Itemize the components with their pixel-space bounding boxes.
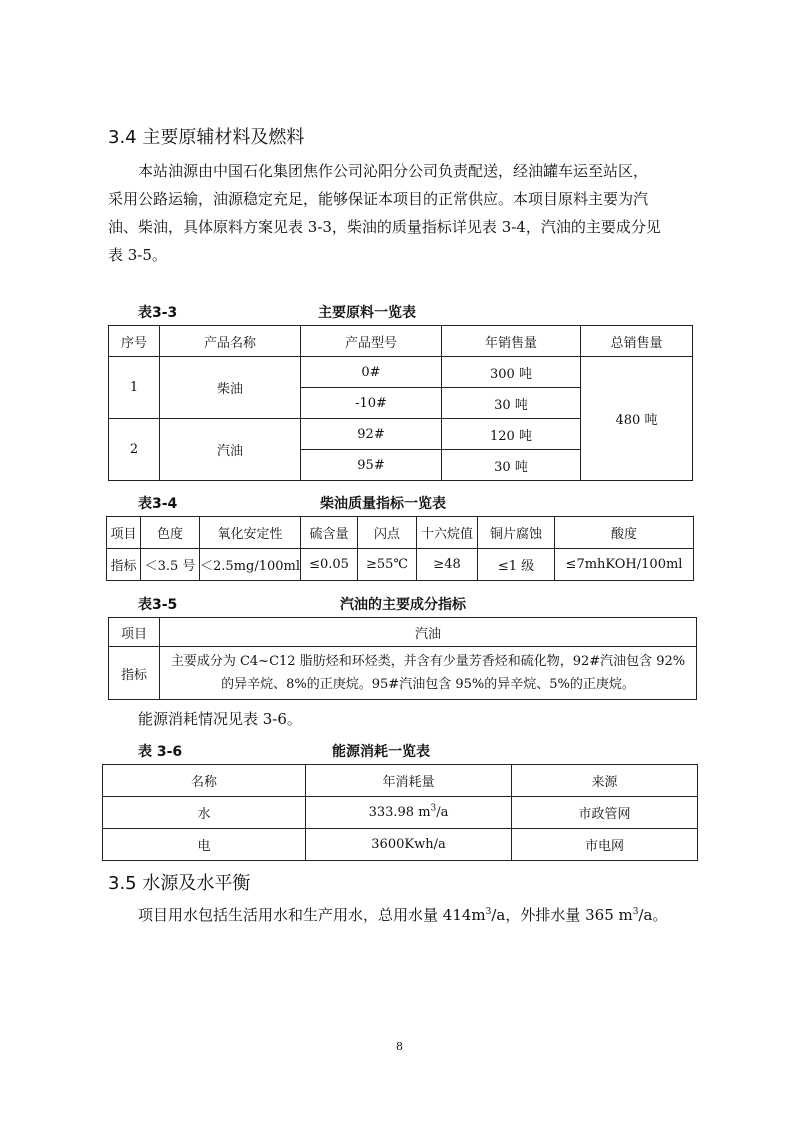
cell-product-type: 92# [301,419,442,450]
table-row [109,357,693,388]
header-cell: 汽油 [160,618,697,647]
table-row [107,549,694,581]
table-row [109,647,697,700]
header-cell: 产品名称 [160,326,301,357]
header-cell: 酸度 [555,517,694,549]
table-header-row [109,326,693,357]
header-cell: 来源 [512,765,698,797]
composition-line: 主要成分为 C4~C12 脂肪烃和环烃类，并含有少量芳香烃和硫化物，92#汽油包含 92% [170,654,686,669]
amount-unit: /a [436,805,449,820]
paragraph-line: 油、柴油，具体原料方案见表 3-3，柴油的质量指标详见表 3-4，汽油的主要成分见 [108,218,661,236]
table-row [103,829,698,861]
table-3-3 [108,325,693,481]
text-segment: /a，外排水量 365 m [491,906,633,924]
header-cell: 色度 [141,517,200,549]
paragraph-line: 表 3-5。 [108,246,167,264]
header-cell: 铜片腐蚀 [478,517,555,549]
header-cell: 硫含量 [301,517,358,549]
cell-value: 指标 [107,549,141,581]
header-cell: 项目 [109,618,160,647]
table-3-5-label: 表3-5 [138,597,178,613]
table-3-4 [106,516,694,581]
cell-product-type: 95# [301,450,442,481]
header-cell: 年消耗量 [306,765,512,797]
cell-annual-sales: 30 吨 [442,450,581,481]
header-cell: 名称 [103,765,306,797]
header-cell: 闪点 [358,517,417,549]
cell-no: 1 [109,357,160,419]
paragraph-water-use [138,904,667,925]
section-heading-3-5: 3.5 水源及水平衡 [108,873,251,894]
header-cell: 十六烷值 [417,517,478,549]
text-segment: 项目用水包括生活用水和生产用水，总用水量 414m [138,906,486,924]
table-3-6-label: 表 3-6 [138,744,183,760]
header-cell: 氧化安定性 [200,517,301,549]
cell-source: 市政管网 [512,797,698,829]
table-3-3-title: 主要原料一览表 [318,305,416,321]
cell-annual-sales: 300 吨 [442,357,581,388]
header-cell: 年销售量 [442,326,581,357]
table-3-3-label: 表3-3 [138,305,178,321]
cell-no: 2 [109,419,160,481]
section-heading-3-4: 3.4 主要原辅材料及燃料 [108,127,305,148]
header-cell: 序号 [109,326,160,357]
superscript: 3 [485,907,492,917]
paragraph-fuel-source [108,157,693,269]
cell-value: ＜3.5 号 [141,549,200,581]
amount-value: 333.98 m [368,805,431,820]
table-3-5 [108,617,697,700]
header-cell: 项目 [107,517,141,549]
composition-line: 的异辛烷、8%的正庚烷。95#汽油包含 95%的异辛烷、5%的正庚烷。 [221,677,635,692]
cell-annual-sales: 120 吨 [442,419,581,450]
cell-value: ≤0.05 [301,549,358,581]
text-segment: /a。 [638,906,668,924]
paragraph-energy-ref: 能源消耗情况见表 3-6。 [138,710,302,728]
cell-gasoline-composition [160,647,697,700]
table-3-6 [102,764,698,861]
cell-total-sales: 480 吨 [581,357,693,481]
cell-source: 市电网 [512,829,698,861]
cell-amount [306,797,512,829]
cell-product-type: -10# [301,388,442,419]
table-3-5-title: 汽油的主要成分指标 [340,597,466,613]
paragraph-line: 本站油源由中国石化集团焦作公司沁阳分公司负责配送，经油罐车运至站区， [138,162,649,180]
table-header-row [107,517,694,549]
header-cell: 产品型号 [301,326,442,357]
table-header-row [103,765,698,797]
cell-label: 指标 [109,647,160,700]
cell-value: ≥48 [417,549,478,581]
cell-product-type: 0# [301,357,442,388]
table-3-4-title: 柴油质量指标一览表 [320,496,446,512]
cell-value: ≤7mhKOH/100ml [555,549,694,581]
table-row [103,797,698,829]
cell-name: 水 [103,797,306,829]
cell-name: 电 [103,829,306,861]
table-3-6-title: 能源消耗一览表 [332,744,430,760]
table-header-row [109,618,697,647]
cell-product-name: 柴油 [160,357,301,419]
paragraph-line: 采用公路运输，油源稳定充足，能够保证本项目的正常供应。本项目原料主要为汽 [108,190,649,208]
cell-amount: 3600Kwh/a [306,829,512,861]
cell-annual-sales: 30 吨 [442,388,581,419]
cell-product-name: 汽油 [160,419,301,481]
table-3-4-label: 表3-4 [138,496,178,512]
header-cell: 总销售量 [581,326,693,357]
cell-value: ＜2.5mg/100ml [200,549,301,581]
cell-value: ≤1 级 [478,549,555,581]
superscript: 3 [430,803,437,814]
cell-value: ≥55℃ [358,549,417,581]
page-number: 8 [396,1040,403,1053]
superscript: 3 [632,907,639,917]
